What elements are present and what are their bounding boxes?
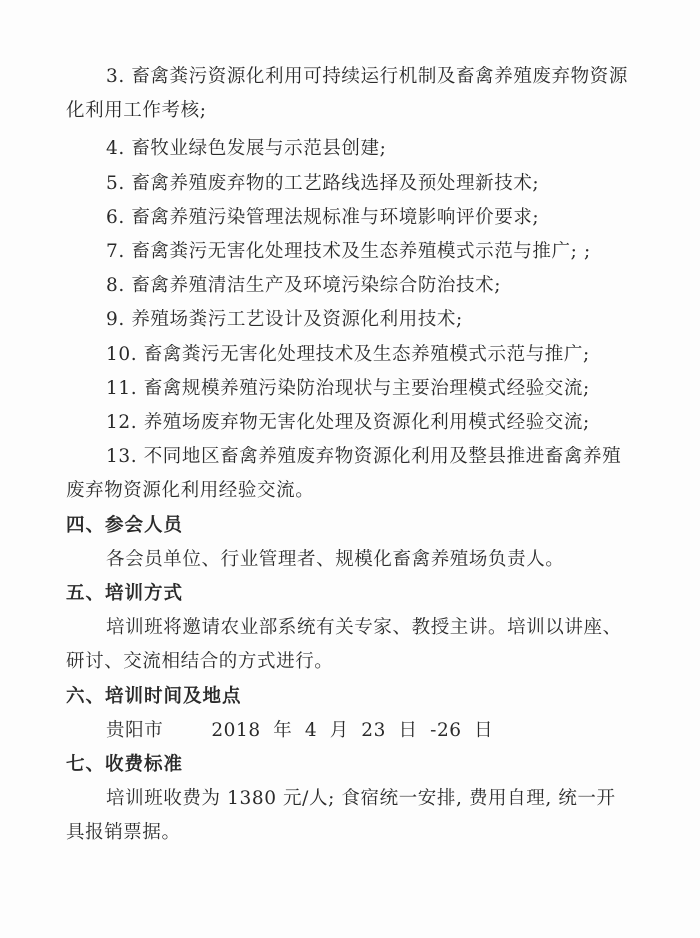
section-7-body-line-2: 具报销票据。 [66,822,181,843]
item-13-line-1: 13. 不同地区畜禽养殖废弃物资源化利用及整县推进畜禽养殖 [106,446,622,467]
item-12: 12. 养殖场废弃物无害化处理及资源化利用模式经验交流; [106,412,590,433]
item-9: 9. 养殖场粪污工艺设计及资源化利用技术; [106,309,463,330]
item-5: 5. 畜禽养殖废弃物的工艺路线选择及预处理新技术; [106,173,540,194]
training-date: 2018 年 4 月 23 日 -26 日 [211,720,494,741]
section-7-body-line-1: 培训班收费为 1380 元/人; 食宿统一安排, 费用自理, 统一开 [106,788,616,809]
section-4-body: 各会员单位、行业管理者、规模化畜禽养殖场负责人。 [106,549,565,570]
item-13-line-2: 废弃物资源化利用经验交流。 [66,480,315,501]
section-5-body-line-1: 培训班将邀请农业部系统有关专家、教授主讲。培训以讲座、 [106,617,622,638]
item-7: 7. 畜禽粪污无害化处理技术及生态养殖模式示范与推广; ; [106,241,591,262]
section-6-body [106,719,696,743]
item-10: 10. 畜禽粪污无害化处理技术及生态养殖模式示范与推广; [106,344,590,365]
section-7-heading: 七、收费标准 [66,754,184,775]
training-city: 贵阳市 [106,720,164,741]
item-6: 6. 畜禽养殖污染管理法规标准与环境影响评价要求; [106,207,540,228]
section-4-heading: 四、参会人员 [66,515,184,536]
item-3-line-1: 3. 畜禽粪污资源化利用可持续运行机制及畜禽养殖废弃物资源 [106,66,628,87]
section-6-heading: 六、培训时间及地点 [66,686,242,707]
item-11: 11. 畜禽规模养殖污染防治现状与主要治理模式经验交流; [106,378,590,399]
item-3-line-2: 化利用工作考核; [66,100,207,121]
item-8: 8. 畜禽养殖清洁生产及环境污染综合防治技术; [106,275,502,296]
section-5-heading: 五、培训方式 [66,583,184,604]
section-5-body-line-2: 研讨、交流相结合的方式进行。 [66,651,334,672]
item-4: 4. 畜牧业绿色发展与示范县创建; [106,138,387,159]
